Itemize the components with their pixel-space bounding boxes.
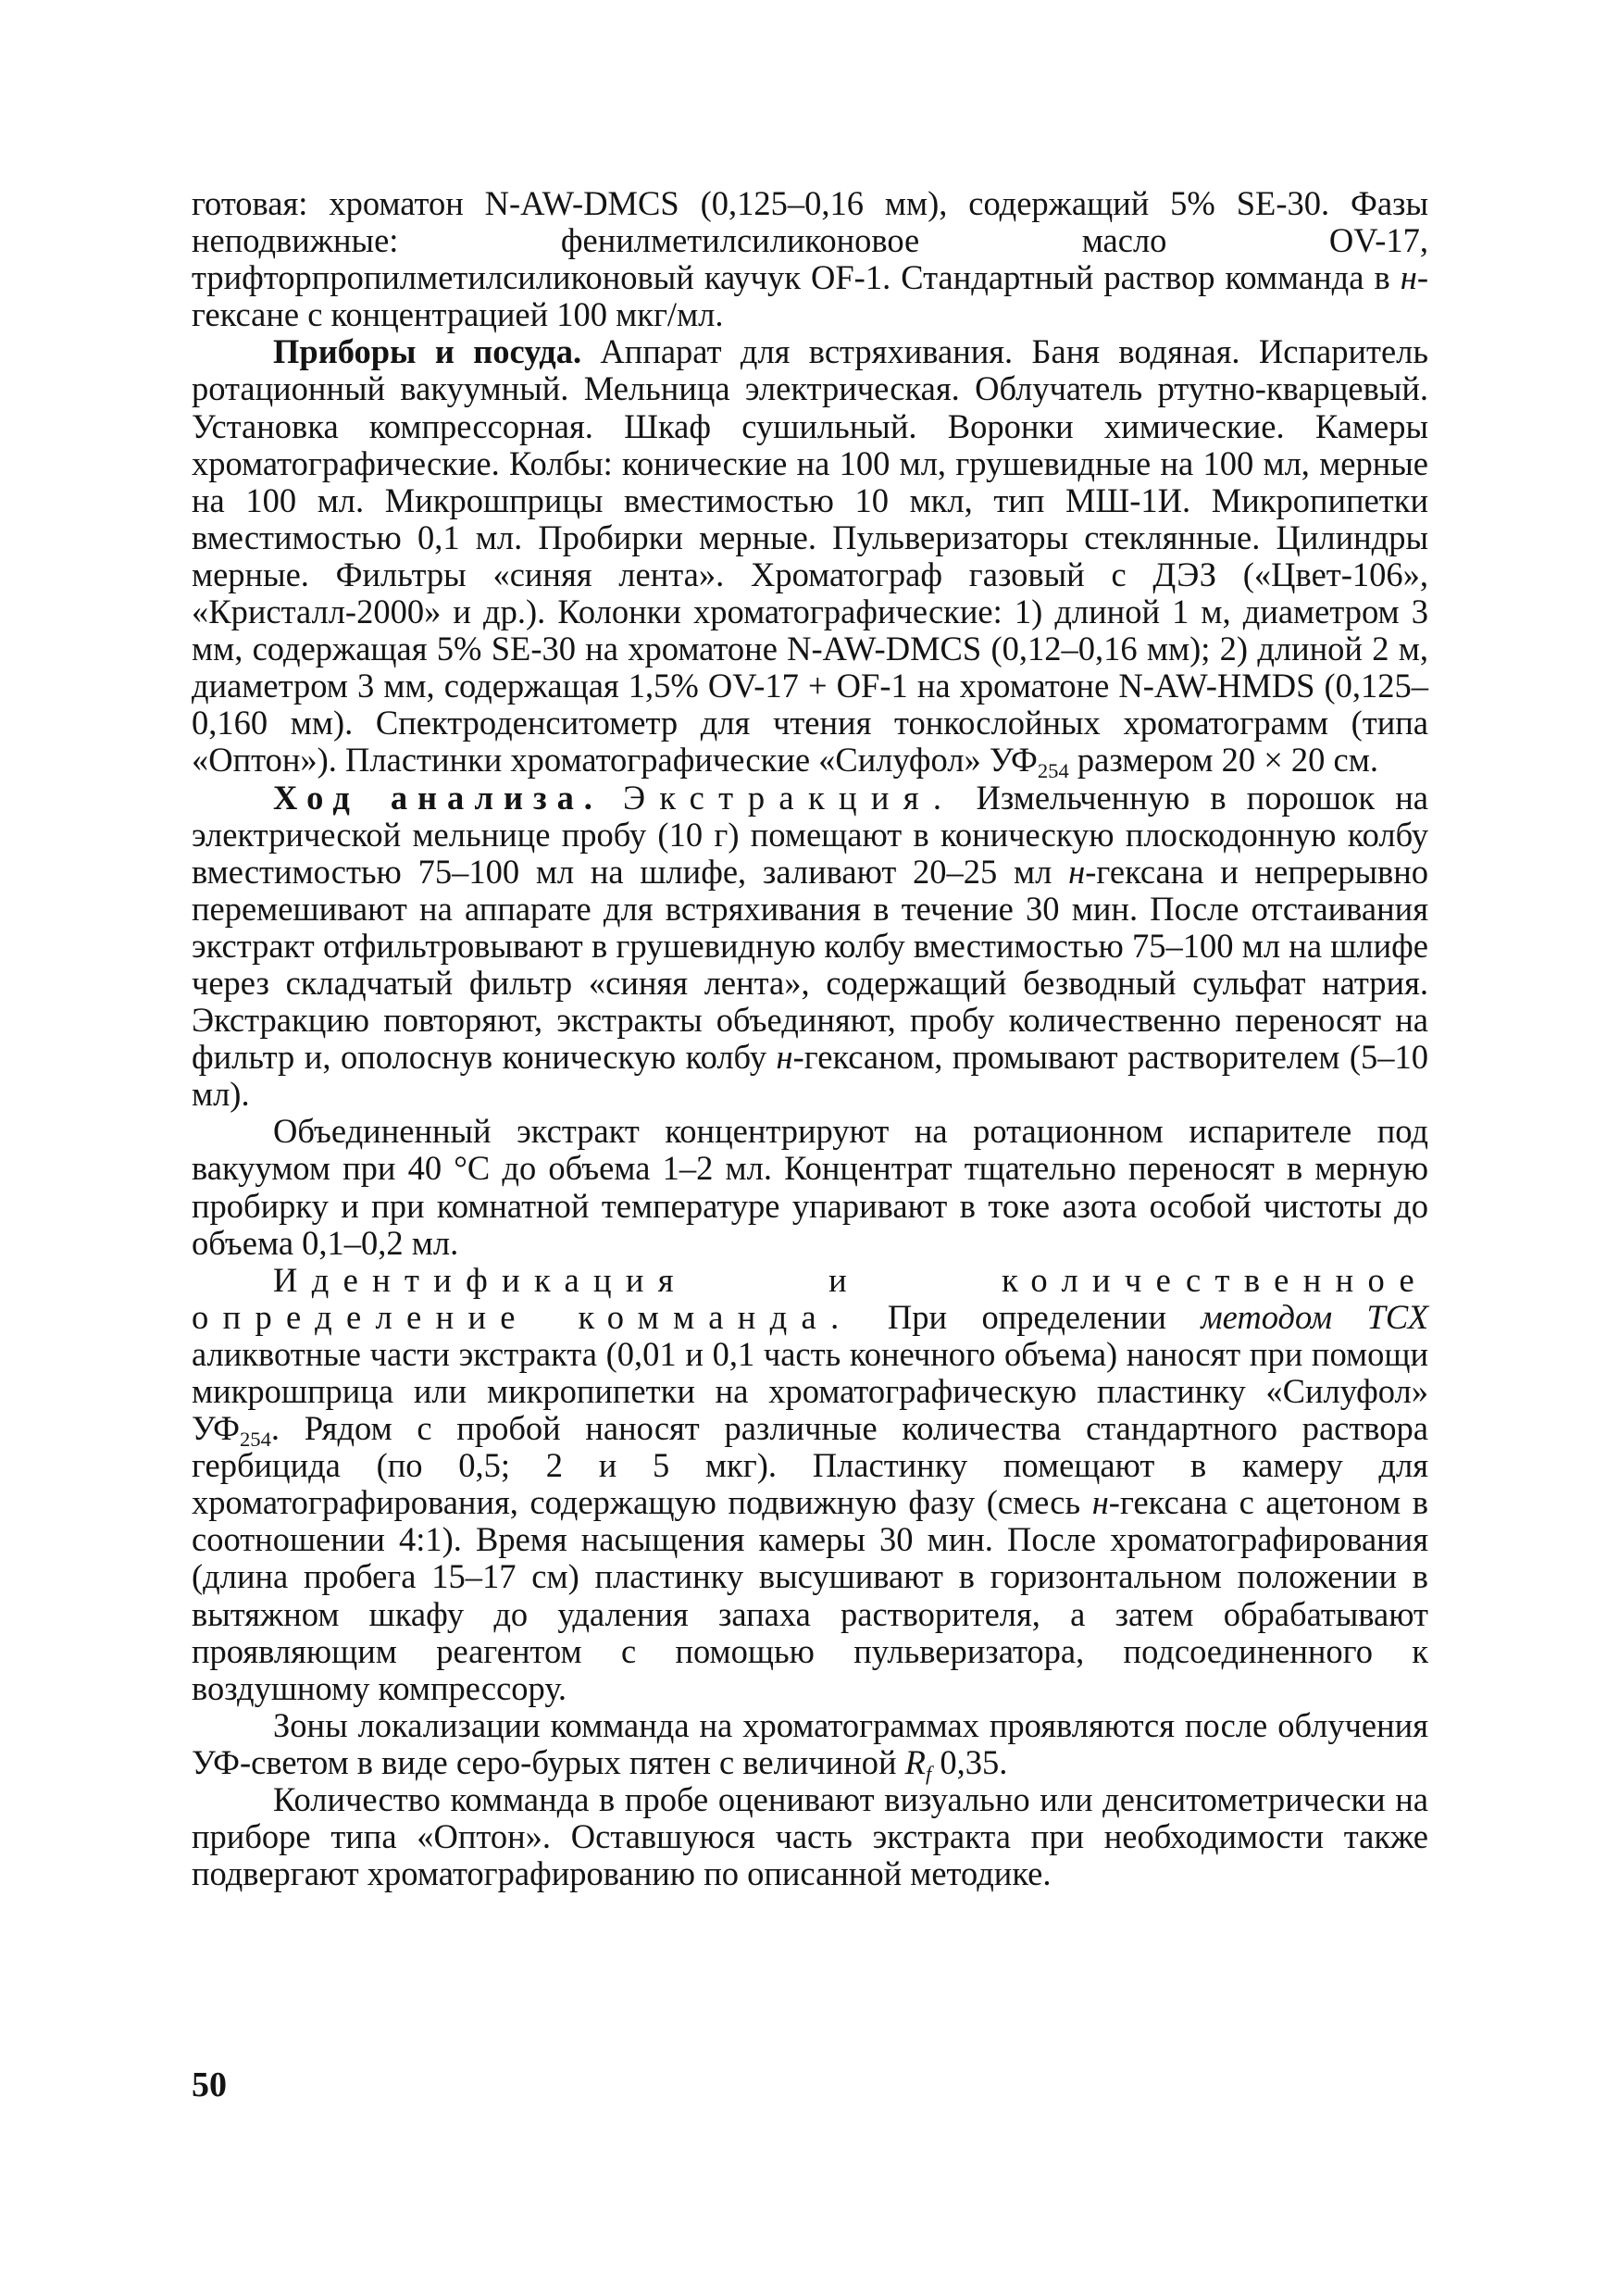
spaced-heading: Идентификация и количественное определение комманда.: [192, 1260, 1428, 1336]
text: -гексана с ацетоном в соотношении 4:1). Время насыщения камеры 30 мин. После хроматографирования (длина пробега 15–17 см) пластинку высушивают в горизонтальном положении в вытяжном шкафу до удаления запаха растворителя, а затем обрабатывают проявляющим реагентом с помощью пульверизатора, подсоединенного к воздушному компрессору.: [192, 1483, 1428, 1707]
paragraph-zones: [192, 1705, 1428, 1785]
paragraph-identification: [192, 1262, 1428, 1707]
text: размером 20 × 20 см.: [1068, 741, 1378, 780]
text: 0,35.: [931, 1742, 1008, 1781]
italic-text: н: [1400, 258, 1417, 297]
text: -гексана и непрерывно перемешивают на аппарате для встряхивания в течение 30 мин. После отстаивания экстракт отфильтровывают в грушевидную колбу вместимостью 75–100 мл на шлифе через складчатый фильтр «синяя лента», содержащий безводный сульфат натрия. Экстракцию повторяют, экстракты объединяют, пробу количественно переносят на фильтр и, ополоснув коническую колбу: [192, 852, 1428, 1077]
italic-text: н: [1091, 1483, 1109, 1522]
section-heading: Приборы и посуда.: [273, 332, 582, 371]
italic-text: методом ТСХ: [1201, 1297, 1428, 1336]
text: Аппарат для встряхивания. Баня водяная. Испаритель ротационный вакуумный. Мельница электрическая. Облучатель ртутно-кварцевый. Установка компрессорная. Шкаф сушильный. Воронки химические. Камеры хроматографические. Колбы: конические на 100 мл, грушевидные на 100 мл, мерные на 100 мл. Микрошприцы вместимостью 10 мкл, тип МШ-1И. Микропипетки вместимостью 0,1 мл. Пробирки мерные. Пульверизаторы стеклянные. Цилиндры мерные. Фильтры «синяя лента». Хроматограф газовый с ДЭЗ («Цвет-106», «Кристалл-2000» и др.). Колонки хроматографические: 1) длиной 1 м, диаметром 3 мм, содержащая 5% SE-30 на хроматоне N-AW-DMCS (0,12–0,16 мм); 2) длиной 2 м, диаметром 3 мм, содержащая 1,5% OV-17 + OF-1 на хроматоне N-AW-HMDS (0,125–0,160 мм). Спектроденситометр для чтения тонкослойных хроматограмм (типа «Оптон»). Пластинки хроматографические «Силуфол» УФ: [192, 332, 1428, 780]
subscript: 254: [1037, 759, 1069, 783]
text: Измельченную в порошок на электрической мельнице пробу (10 г) помещают в коническую плоскодонную колбу вместимостью 75–100 мл на шлифе, заливают 20–25 мл: [192, 778, 1429, 891]
text: . Рядом с пробой наносят различные количества стандартного раствора гербицида (по 0,5; 2 и 5 мкг). Пластинку помещают в камеру для хроматографирования, содержащую подвижную фазу (смесь: [192, 1409, 1428, 1522]
subscript: f: [925, 1761, 932, 1785]
text: аликвотные части экстракта (0,01 и 0,1 часть конечного объема) наносят при помощи микрошприца или микропипетки на хроматографическую пластинку «Силуфол» УФ: [192, 1334, 1428, 1448]
italic-text: н: [776, 1038, 793, 1077]
paragraph-1: [192, 185, 1428, 333]
paragraph-instruments: [192, 332, 1428, 783]
page-body: [192, 185, 1428, 1892]
text: готовая: хроматон N-AW-DMCS (0,125–0,16 мм), содержащий 5% SE-30. Фазы неподвижные: фенилметилсиликоновое масло OV-17, трифторпропилметилсиликоновый каучук OF-1. Стандартный раствор комманда в: [192, 184, 1428, 297]
section-heading: Ход анализа.: [273, 778, 603, 817]
text: -гексаном, промывают растворителем (5–10 мл).: [192, 1038, 1428, 1114]
italic-text: R: [904, 1742, 926, 1781]
paragraph-concentration: Объединенный экстракт концентрируют на ротационном испарителе под вакуумом при 40 °С до объема 1–2 мл. Концентрат тщательно переносят в мерную пробирку и при комнатной температуре упаривают в токе азота особой чистоты до объема 0,1–0,2 мл.: [192, 1112, 1428, 1262]
text: Зоны локализации комманда на хроматограммах проявляются после облучения УФ-светом в виде серо-бурых пятен с величиной: [192, 1705, 1428, 1781]
paragraph-analysis: [192, 780, 1428, 1114]
text: -гексане с концентрацией 100 мкг/мл.: [192, 258, 1428, 334]
italic-text: н: [1068, 852, 1086, 891]
text: При определении: [853, 1297, 1202, 1336]
paragraph-quantity: Количество комманда в пробе оценивают визуально или денситометрически на приборе типа «Оптон». Оставшуюся часть экстракта при необходимости также подвергают хроматографированию по описанной методике.: [192, 1780, 1428, 1893]
spaced-heading: Экстракция.: [623, 778, 956, 817]
subscript: 254: [239, 1427, 271, 1451]
page-number: 50: [192, 2065, 227, 2104]
